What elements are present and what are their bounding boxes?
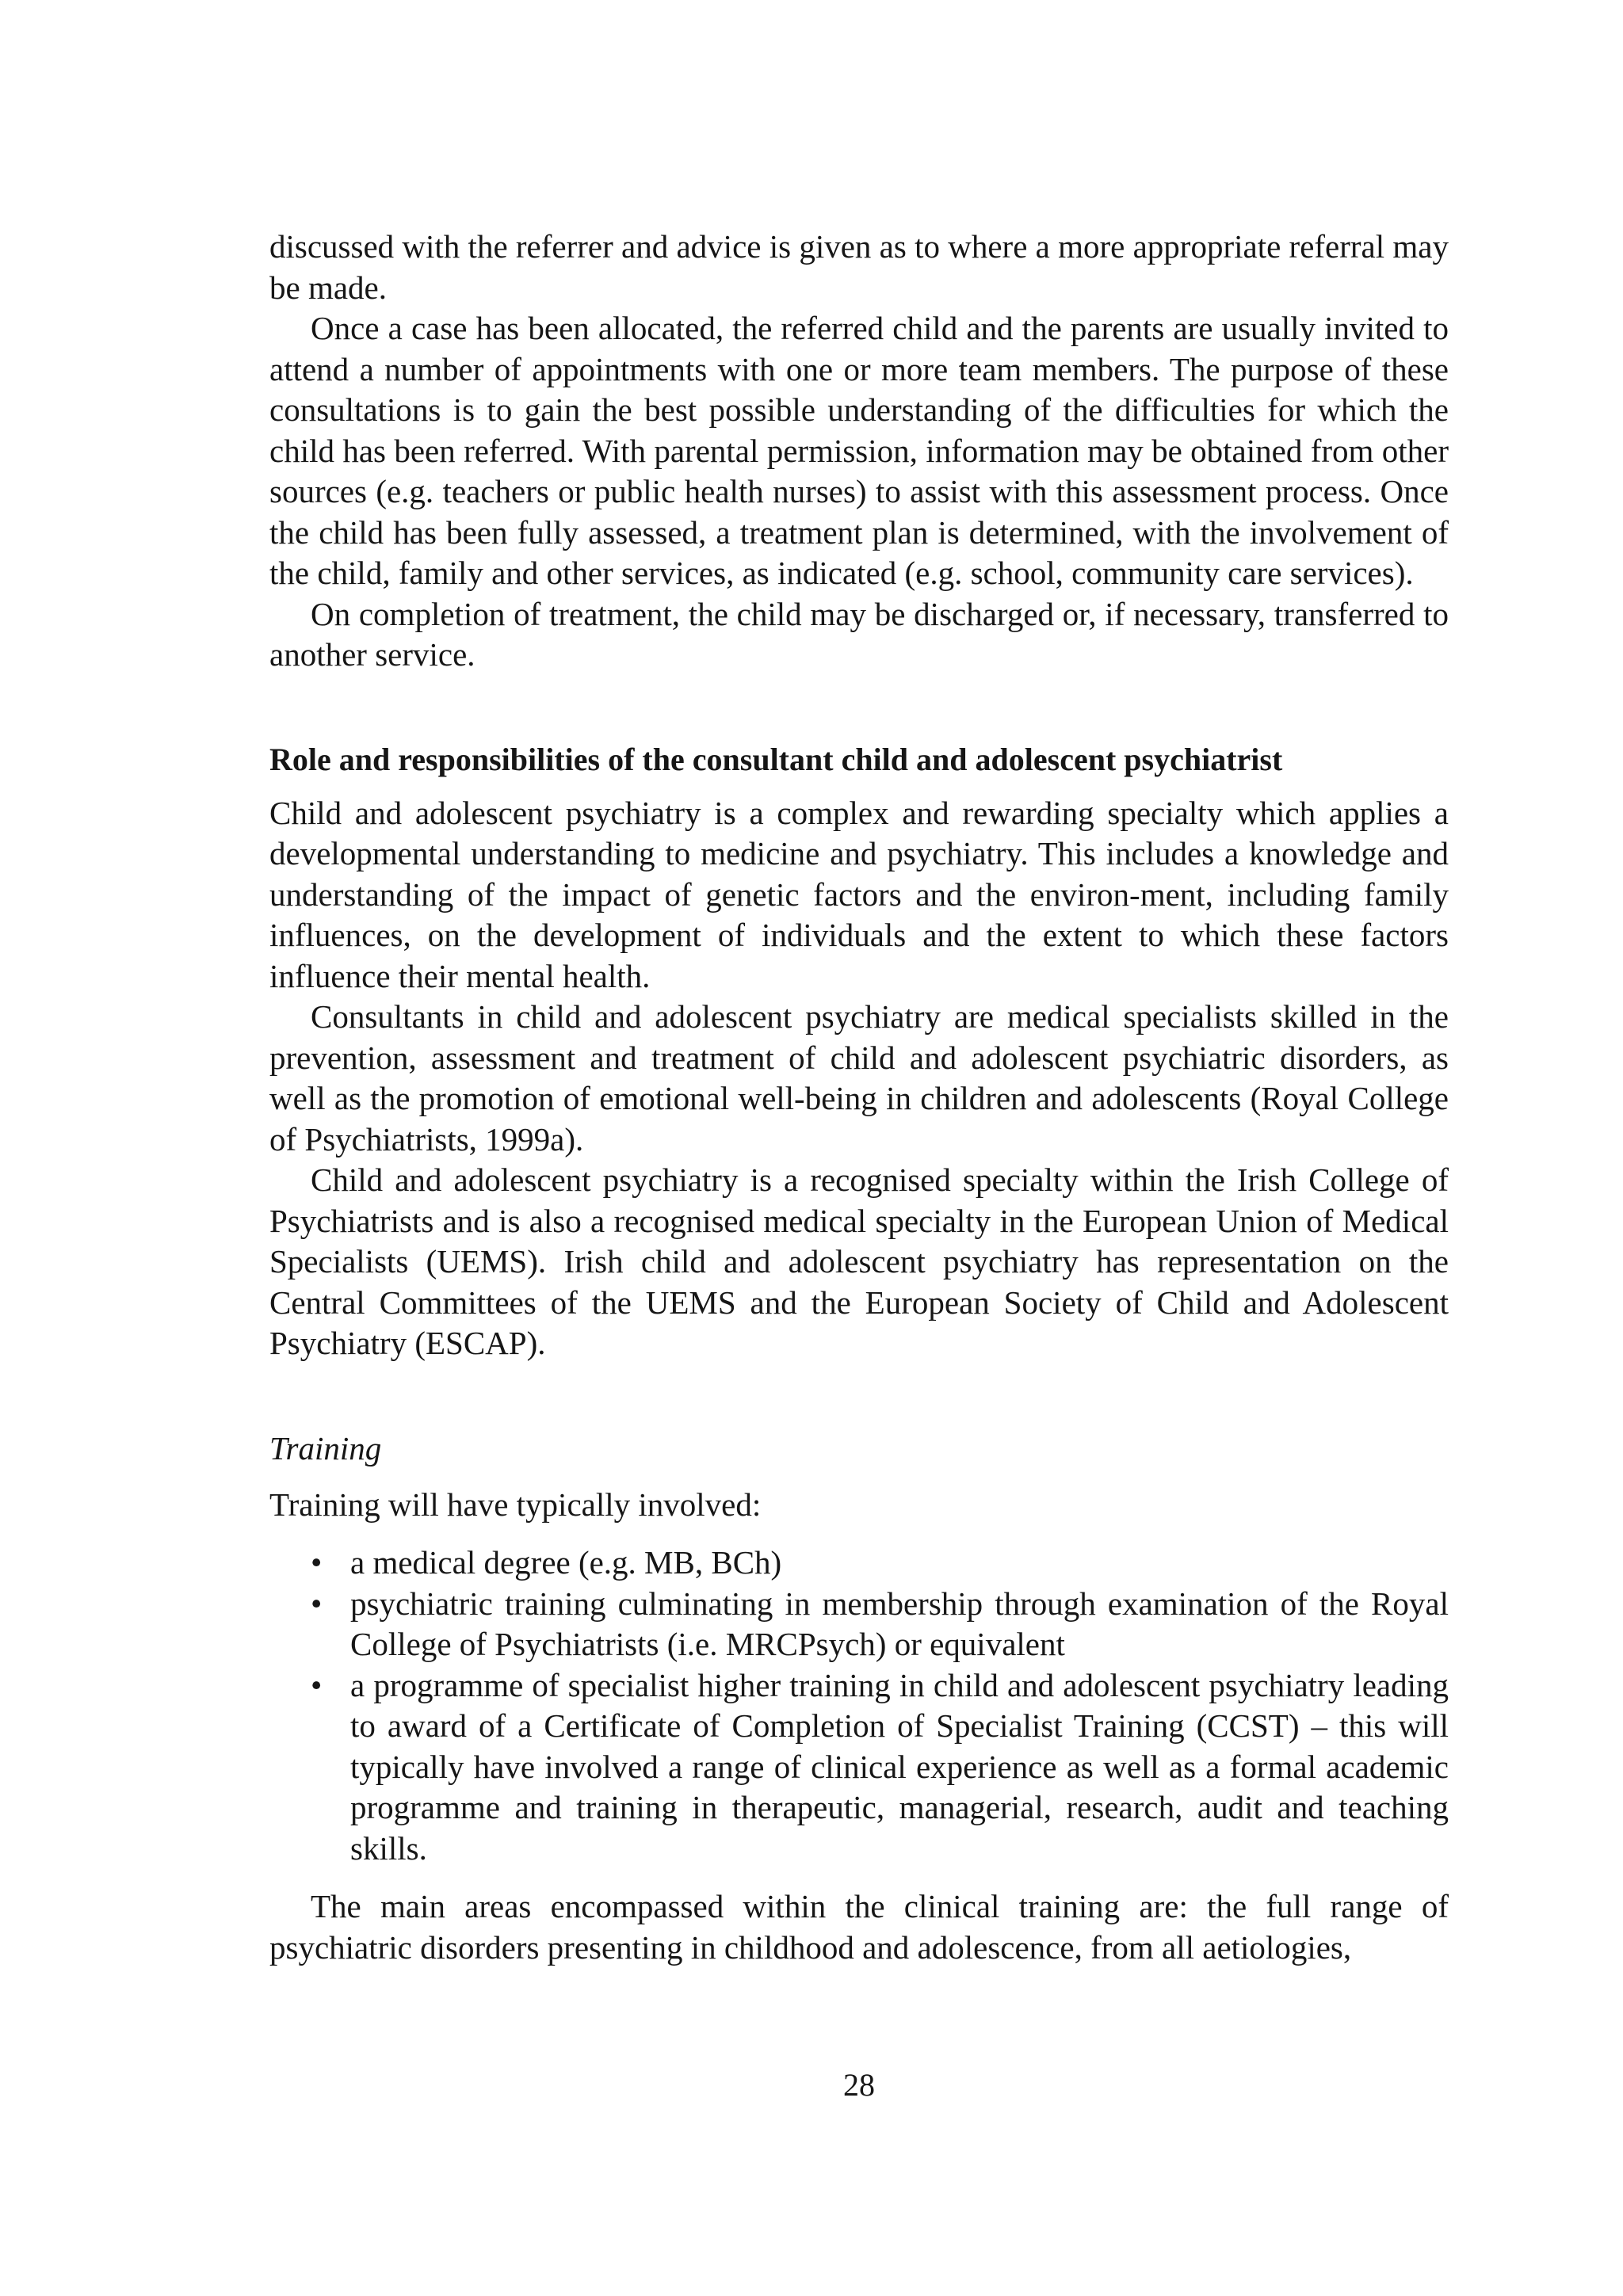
list-item xyxy=(311,1543,1449,1584)
list-item-text: a programme of specialist higher training in child and adolescent psychiatry leading to award of a Certificate of Completion of Specialist Training (CCST) – this will typically have involved a range of clinical experience as well as a formal academic programme and training in therapeutic, managerial, research, audit and teaching skills. xyxy=(350,1666,1449,1867)
paragraph-completion: On completion of treatment, the child may be discharged or, if necessary, transferred to another service. xyxy=(269,595,1449,673)
list-item-text: a medical degree (e.g. MB, BCh) xyxy=(350,1544,782,1581)
paragraph-role-1: Child and adolescent psychiatry is a complex and rewarding specialty which applies a developmental understanding to medicine and psychiatry. This includes a knowledge and understanding of the impact of genetic factors and the environ-ment, including family influences, on the development of individuals and the extent to which these factors influence their mental health. xyxy=(269,794,1449,994)
paragraph-training-closing: The main areas encompassed within the clinical training are: the full range of psychiatric disorders presenting in childhood and adolescence, from all aetiologies, xyxy=(269,1888,1449,1966)
list-item xyxy=(311,1584,1449,1665)
paragraph-role-2: Consultants in child and adolescent psychiatry are medical specialists skilled in the prevention, assessment and treatment of child and adolescent psychiatric disorders, as well as the promotion of emotional well-being in children and adolescents (Royal College of Psychiatrists, 1999a). xyxy=(269,998,1449,1158)
paragraph-role-3: Child and adolescent psychiatry is a recognised specialty within the Irish College of Psychiatrists and is also a recognised medical specialty in the European Union of Medical Specialists (UEMS). Irish child and adolescent psychiatry has representation on the Central Committees of the UEMS and the European Society of Child and Adolescent Psychiatry (ESCAP). xyxy=(269,1161,1449,1361)
paragraph-allocation: Once a case has been allocated, the referred child and the parents are usually invited to attend a number of appointments with one or more team members. The purpose of these consultations is to gain the best possible understanding of the difficulties for which the child has been referred. With parental permission, information may be obtained from other sources (e.g. teachers or public health nurses) to assist with this assessment process. Once the child has been fully assessed, a treatment plan is determined, with the involvement of the child, family and other services, as indicated (e.g. school, community care services). xyxy=(269,310,1449,591)
training-bullet-list xyxy=(269,1543,1449,1869)
page-body xyxy=(269,227,1449,1968)
subsection-heading-training: Training xyxy=(269,1429,382,1466)
paragraph-continued: discussed with the referrer and advice is given as to where a more appropriate referral may be made. xyxy=(269,228,1449,306)
bullet-icon: • xyxy=(311,1544,323,1581)
section-heading-role: Role and responsibilities of the consultant child and adolescent psychiatrist xyxy=(269,741,1283,777)
bullet-icon: • xyxy=(311,1585,323,1622)
page-number: 28 xyxy=(843,2067,875,2103)
bullet-icon: • xyxy=(311,1666,323,1703)
list-item-text: psychiatric training culminating in membership through examination of the Royal College of Psychiatrists (i.e. MRCPsych) or equivalent xyxy=(350,1585,1449,1662)
list-item xyxy=(311,1665,1449,1870)
training-intro: Training will have typically involved: xyxy=(269,1486,762,1523)
